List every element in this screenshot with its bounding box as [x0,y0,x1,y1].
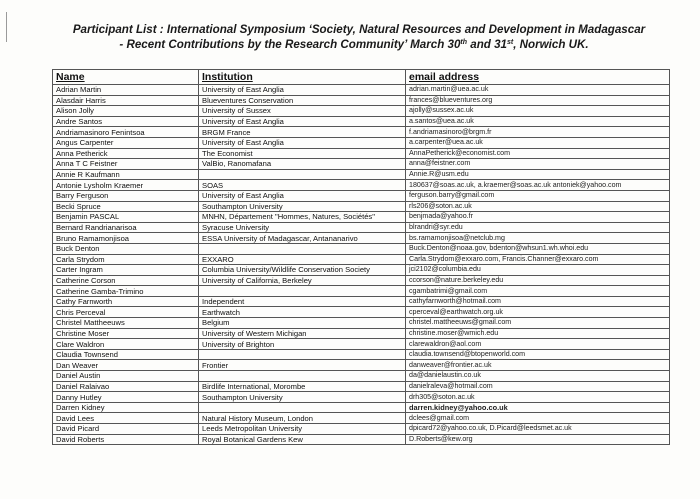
table-row [53,148,670,159]
participant-name: Catherine Gamba-Trimino [53,286,199,297]
participant-institution [199,402,406,413]
participant-name: Carter Ingram [53,265,199,276]
participant-email: cgambatrimi@gmail.com [406,286,670,297]
table-row [53,222,670,233]
participant-email: darren.kidney@yahoo.co.uk [406,402,670,413]
participant-institution: University of Brighton [199,339,406,350]
participant-name: Becki Spruce [53,201,199,212]
participant-institution: EXXARO [199,254,406,265]
participant-institution: Birdlife International, Morombe [199,381,406,392]
participant-institution: Southampton University [199,392,406,403]
title-line-2 [0,37,700,52]
title-sup-th: th [460,39,468,46]
participant-name: Andre Santos [53,116,199,127]
participant-name: David Picard [53,424,199,435]
participant-name: Chris Perceval [53,307,199,318]
participant-institution: University of Sussex [199,106,406,117]
participant-email: cperceval@earthwatch.org.uk [406,307,670,318]
table-row [53,434,670,445]
participant-email: blrandri@syr.edu [406,222,670,233]
table-row [53,254,670,265]
participant-name: Christine Moser [53,328,199,339]
participant-institution [199,349,406,360]
participant-name: Catherine Corson [53,275,199,286]
participant-email: danweaver@frontier.ac.uk [406,360,670,371]
table-row [53,159,670,170]
participant-email: dpicard72@yahoo.co.uk, D.Picard@leedsmet.ac.uk [406,424,670,435]
participant-institution: Frontier [199,360,406,371]
table-row [53,296,670,307]
participant-institution: MNHN, Département "Hommes, Natures, Sociétés" [199,212,406,223]
table-header-row [53,70,670,85]
participant-institution: Earthwatch [199,307,406,318]
participant-email: benjmada@yahoo.fr [406,212,670,223]
table-row [53,180,670,191]
title-line-2-end: , Norwich UK. [513,38,589,51]
participant-institution: Belgium [199,318,406,329]
participant-email: cathyfarnworth@hotmail.com [406,296,670,307]
participant-name: Bruno Ramamonjisoa [53,233,199,244]
participant-name: Andriamasinoro Fenintsoa [53,127,199,138]
table-row [53,275,670,286]
participant-name: Barry Ferguson [53,190,199,201]
participant-email: drh305@soton.ac.uk [406,392,670,403]
participant-name: Daniel Ralaivao [53,381,199,392]
participant-name: Anna T C Feistner [53,159,199,170]
table-row [53,127,670,138]
participant-institution: Syracuse University [199,222,406,233]
document-title [0,22,700,52]
table-row [53,243,670,254]
header-email: email address [406,70,670,85]
participant-institution: Columbia University/Wildlife Conservation Society [199,265,406,276]
participant-name: Clare Waldron [53,339,199,350]
participant-email: Buck.Denton@noaa.gov, bdenton@whsun1.wh.whoi.edu [406,243,670,254]
table-row [53,201,670,212]
participant-email: claudia.townsend@btopenworld.com [406,349,670,360]
participant-name: Antonie Lysholm Kraemer [53,180,199,191]
table-row [53,339,670,350]
participant-institution: University of East Anglia [199,116,406,127]
participant-name: Claudia Townsend [53,349,199,360]
participant-institution [199,286,406,297]
participant-email: clarewaldron@aol.com [406,339,670,350]
participant-name: Dan Weaver [53,360,199,371]
participant-name: Cathy Farnworth [53,296,199,307]
participant-name: Alasdair Harris [53,95,199,106]
participant-institution: Independent [199,296,406,307]
title-line-2-start: - Recent Contributions by the Research Community’ March 30 [119,38,461,51]
participant-email: Annie.R@usm.edu [406,169,670,180]
table-row [53,116,670,127]
participant-name: Carla Strydom [53,254,199,265]
table-row [53,233,670,244]
table-row [53,381,670,392]
participant-email: danielraleva@hotmail.com [406,381,670,392]
participant-institution: Southampton University [199,201,406,212]
table-row [53,318,670,329]
participant-email: bs.ramamonjisoa@netclub.mg [406,233,670,244]
participant-name: Danny Hutley [53,392,199,403]
participant-institution: ESSA University of Madagascar, Antananarivo [199,233,406,244]
table-row [53,190,670,201]
participant-email: ajolly@sussex.ac.uk [406,106,670,117]
participant-email: dclees@gmail.com [406,413,670,424]
participant-institution: Leeds Metropolitan University [199,424,406,435]
title-sup-st: st [506,39,514,46]
participant-table [52,69,670,445]
participant-name: Daniel Austin [53,371,199,382]
table-row [53,413,670,424]
participant-email: christel.mattheeuws@gmail.com [406,318,670,329]
table-row [53,169,670,180]
participant-name: Buck Denton [53,243,199,254]
title-line-1: Participant List : International Symposium ‘Society, Natural Resources and Development in Madagascar [72,23,646,36]
table-row [53,286,670,297]
participant-name: David Lees [53,413,199,424]
participant-name: Darren Kidney [53,402,199,413]
participant-email: adrian.martin@uea.ac.uk [406,85,670,96]
participant-email: jci2102@columbia.edu [406,265,670,276]
table-row [53,137,670,148]
participant-email: christine.moser@wmich.edu [406,328,670,339]
participant-email: anna@feistner.com [406,159,670,170]
participant-email: da@danielaustin.co.uk [406,371,670,382]
table-row [53,95,670,106]
participant-name: David Roberts [53,434,199,445]
participant-name: Christel Mattheeuws [53,318,199,329]
title-line-2-mid: and 31 [467,38,507,51]
participant-email: 180637@soas.ac.uk, a.kraemer@soas.ac.uk antoniek@yahoo.com [406,180,670,191]
participant-institution: University of East Anglia [199,85,406,96]
participant-institution: SOAS [199,180,406,191]
participant-institution: Natural History Museum, London [199,413,406,424]
table-row [53,212,670,223]
participant-institution: Blueventures Conservation [199,95,406,106]
table-row [53,106,670,117]
table-row [53,307,670,318]
participant-institution: The Economist [199,148,406,159]
table-row [53,328,670,339]
table-row [53,360,670,371]
participant-email: AnnaPetherick@economist.com [406,148,670,159]
table-row [53,371,670,382]
table-body [53,85,670,445]
participant-name: Alison Jolly [53,106,199,117]
header-name: Name [53,70,199,85]
participant-email: Carla.Strydom@exxaro.com, Francis.Channer@exxaro.com [406,254,670,265]
table-row [53,392,670,403]
header-institution: Institution [199,70,406,85]
participant-email: ferguson.barry@gmail.com [406,190,670,201]
participant-institution: University of East Anglia [199,190,406,201]
participant-institution: ValBio, Ranomafana [199,159,406,170]
participant-name: Adrian Martin [53,85,199,96]
participant-name: Annie R Kaufmann [53,169,199,180]
participant-institution: University of Western Michigan [199,328,406,339]
participant-name: Anna Petherick [53,148,199,159]
participant-name: Angus Carpenter [53,137,199,148]
participant-email: frances@blueventures.org [406,95,670,106]
participant-institution: University of California, Berkeley [199,275,406,286]
table-row [53,265,670,276]
table-row [53,349,670,360]
table-row [53,402,670,413]
table-row [53,424,670,435]
participant-institution: BRGM France [199,127,406,138]
table-row [53,85,670,96]
participant-name: Bernard Randrianarisoa [53,222,199,233]
participant-email: rls206@soton.ac.uk [406,201,670,212]
participant-email: a.carpenter@uea.ac.uk [406,137,670,148]
participant-institution [199,243,406,254]
participant-institution: University of East Anglia [199,137,406,148]
participant-email: f.andriamasinoro@brgm.fr [406,127,670,138]
participant-email: D.Roberts@kew.org [406,434,670,445]
participant-email: a.santos@uea.ac.uk [406,116,670,127]
participant-institution: Royal Botanical Gardens Kew [199,434,406,445]
participant-institution [199,169,406,180]
participant-institution [199,371,406,382]
participant-email: ccorson@nature.berkeley.edu [406,275,670,286]
participant-name: Benjamin PASCAL [53,212,199,223]
